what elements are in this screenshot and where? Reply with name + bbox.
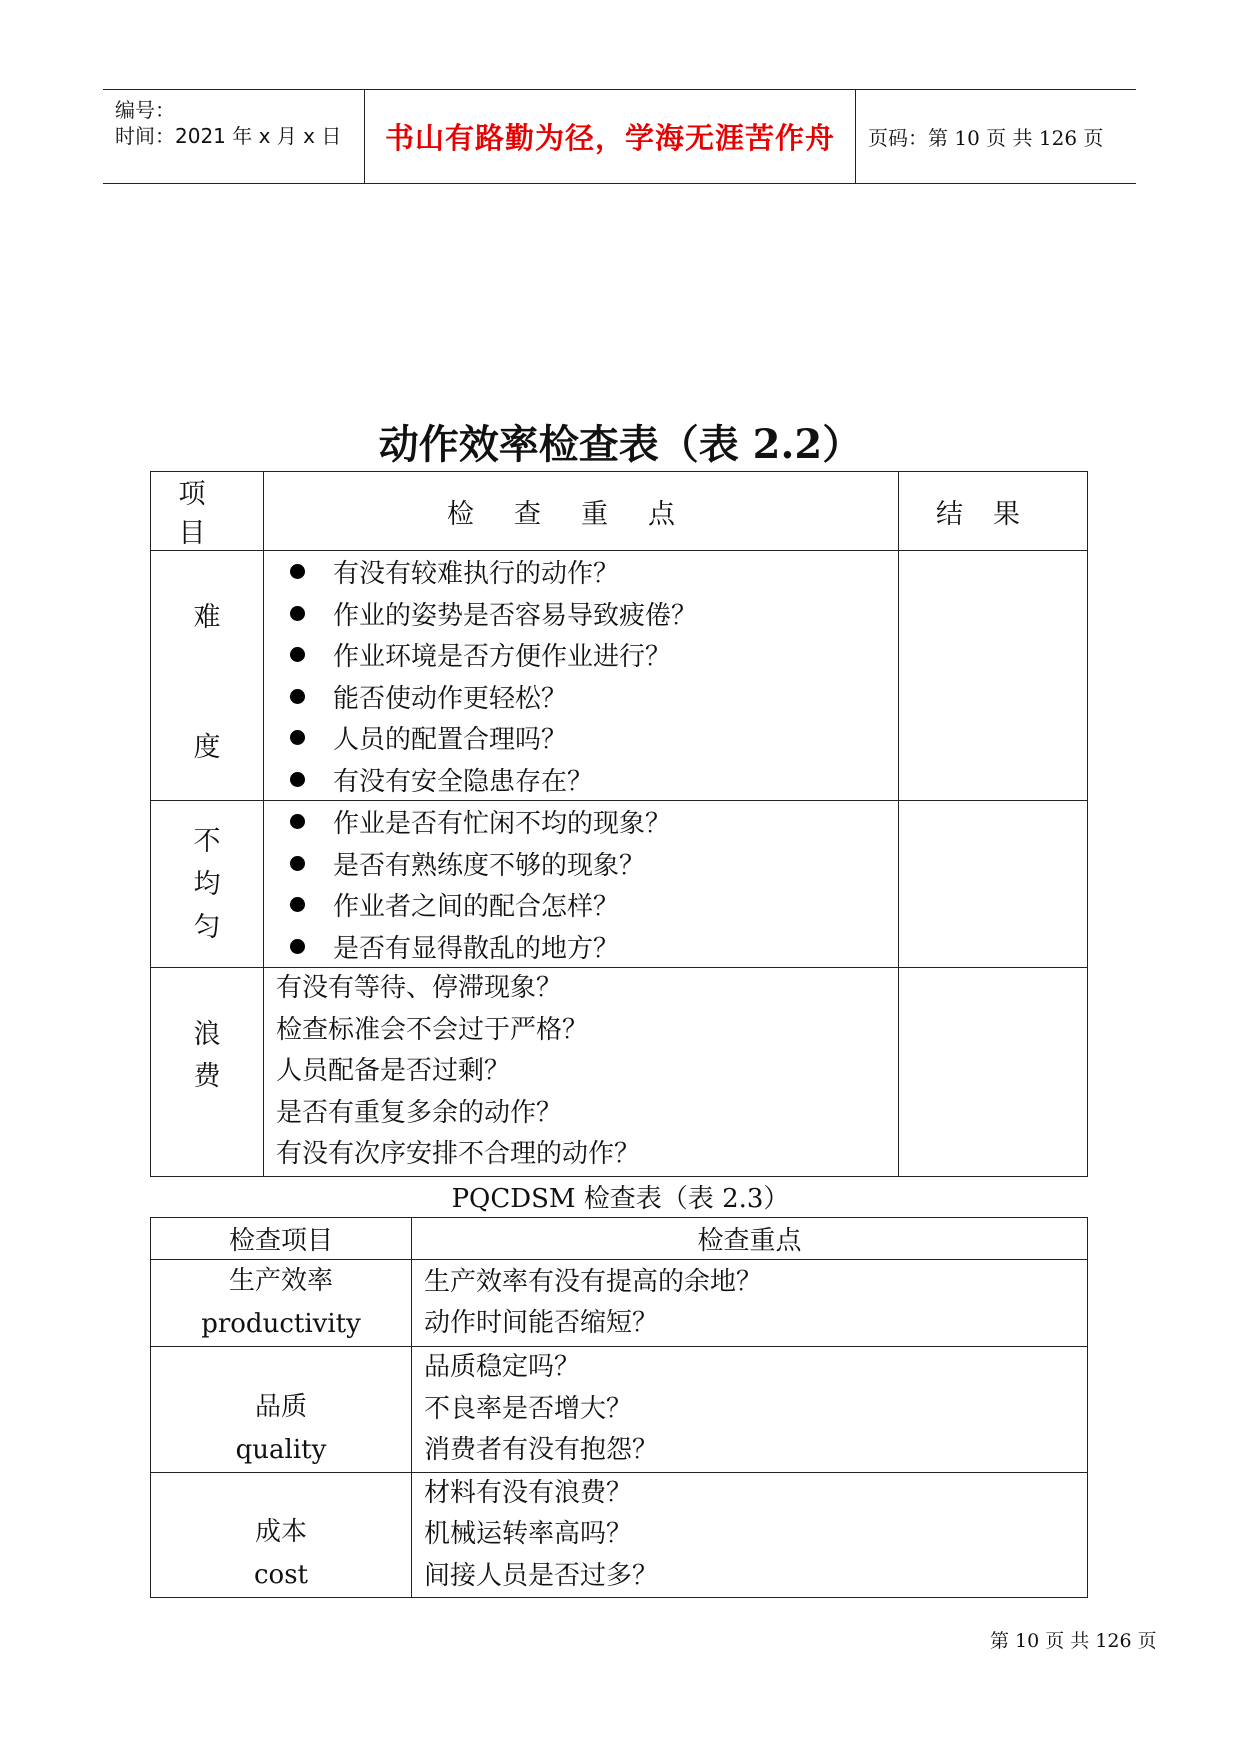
item-en: quality <box>235 1434 327 1465</box>
table-row <box>151 1472 1088 1598</box>
item-cn: 成本 <box>254 1517 307 1547</box>
category-char: 不 <box>193 825 221 857</box>
list-item: 消费者有没有抱怨？ <box>424 1435 659 1465</box>
bullet-icon <box>290 939 305 954</box>
page-footer: 第 10 页 共 126 页 <box>990 1630 1157 1652</box>
list-item: 间接人员是否过多？ <box>424 1560 659 1591</box>
list-item: 作业者之间的配合怎样？ <box>286 884 898 926</box>
points-cell <box>264 801 899 968</box>
table2-title: PQCDSM 检查表（表 2.3） <box>451 1184 790 1214</box>
category-cell <box>151 801 264 968</box>
item-cell <box>151 1472 412 1598</box>
motion-efficiency-table <box>150 471 1088 1177</box>
time-label: 时间：2021 年 x 月 x 日 <box>115 124 342 148</box>
table1-header-row <box>151 472 1088 551</box>
col-header-points: 检查重点 <box>264 472 899 551</box>
col-header-result: 结果 <box>899 472 1088 551</box>
col-header-item: 项目 <box>151 472 264 551</box>
item-en: cost <box>253 1560 308 1590</box>
list-item: 作业是否有忙闲不均的现象？ <box>286 801 898 843</box>
bullet-icon <box>290 606 305 621</box>
table-row <box>151 801 1088 968</box>
pqcdsm-table <box>150 1217 1088 1598</box>
list-item: 作业的姿势是否容易导致疲倦？ <box>286 593 898 635</box>
result-cell <box>899 801 1088 968</box>
list-item: 是否有显得散乱的地方？ <box>286 926 898 968</box>
points-cell <box>412 1260 1088 1347</box>
item-cell <box>151 1260 412 1347</box>
table-row <box>151 551 1088 801</box>
list-item: 不良率是否增大？ <box>424 1393 633 1424</box>
list-item: 有没有较难执行的动作？ <box>286 551 898 593</box>
table-row <box>151 968 1088 1177</box>
category-char: 难 <box>193 602 221 633</box>
item-cell <box>151 1347 412 1473</box>
points-cell <box>264 551 899 801</box>
category-char: 度 <box>193 732 221 763</box>
item-en: productivity <box>201 1309 361 1339</box>
category-char: 匀 <box>193 911 221 943</box>
bullet-icon <box>290 772 305 787</box>
table-row <box>151 1347 1088 1473</box>
bullet-icon <box>290 564 305 579</box>
category-char: 费 <box>193 1061 221 1092</box>
page-header <box>103 89 1136 184</box>
list-item: 检查标准会不会过于严格？ <box>276 1014 589 1045</box>
bullet-icon <box>290 897 305 912</box>
category-cell <box>151 968 264 1177</box>
page-info: 页码：第 10 页 共 126 页 <box>868 126 1104 150</box>
list-item: 有没有次序安排不合理的动作？ <box>276 1139 641 1170</box>
list-item: 材料有没有浪费？ <box>424 1477 633 1508</box>
category-char: 浪 <box>193 1019 221 1050</box>
col-header-item: 检查项目 <box>151 1218 412 1260</box>
list-item: 品质稳定吗？ <box>424 1352 581 1382</box>
points-cell <box>412 1347 1088 1473</box>
category-char: 均 <box>193 868 221 900</box>
list-item: 能否使动作更轻松？ <box>286 676 898 718</box>
motto: 书山有路勤为径，学海无涯苦作舟 <box>384 121 835 155</box>
bullet-icon <box>290 647 305 662</box>
points-cell <box>412 1472 1088 1598</box>
bullet-icon <box>290 814 305 829</box>
result-cell <box>899 551 1088 801</box>
item-cn: 生产效率 <box>228 1266 333 1296</box>
category-cell <box>151 551 264 801</box>
header-page-cell <box>856 90 1136 183</box>
serial-label: 编号： <box>115 98 175 122</box>
header-motto-cell <box>365 90 856 183</box>
bullet-icon <box>290 689 305 704</box>
points-cell <box>264 968 899 1177</box>
table2-header-row <box>151 1218 1088 1260</box>
list-item: 机械运转率高吗？ <box>424 1519 633 1549</box>
col-header-points: 检查重点 <box>412 1218 1088 1260</box>
list-item: 人员的配置合理吗？ <box>286 717 898 759</box>
list-item: 有没有安全隐患存在？ <box>286 759 898 801</box>
bullet-icon <box>290 856 305 871</box>
list-item: 动作时间能否缩短？ <box>424 1308 659 1338</box>
table-row <box>151 1260 1088 1347</box>
list-item: 生产效率有没有提高的余地？ <box>424 1266 763 1297</box>
list-item: 有没有等待、停滞现象？ <box>276 973 563 1004</box>
list-item: 是否有熟练度不够的现象？ <box>286 843 898 885</box>
header-meta <box>103 90 365 183</box>
item-cn: 品质 <box>254 1391 307 1422</box>
table1-title: 动作效率检查表（表 2.2） <box>378 421 863 468</box>
list-item: 人员配备是否过剩？ <box>276 1056 511 1087</box>
bullet-icon <box>290 730 305 745</box>
list-item: 是否有重复多余的动作？ <box>276 1097 563 1128</box>
result-cell <box>899 968 1088 1177</box>
list-item: 作业环境是否方便作业进行？ <box>286 634 898 676</box>
